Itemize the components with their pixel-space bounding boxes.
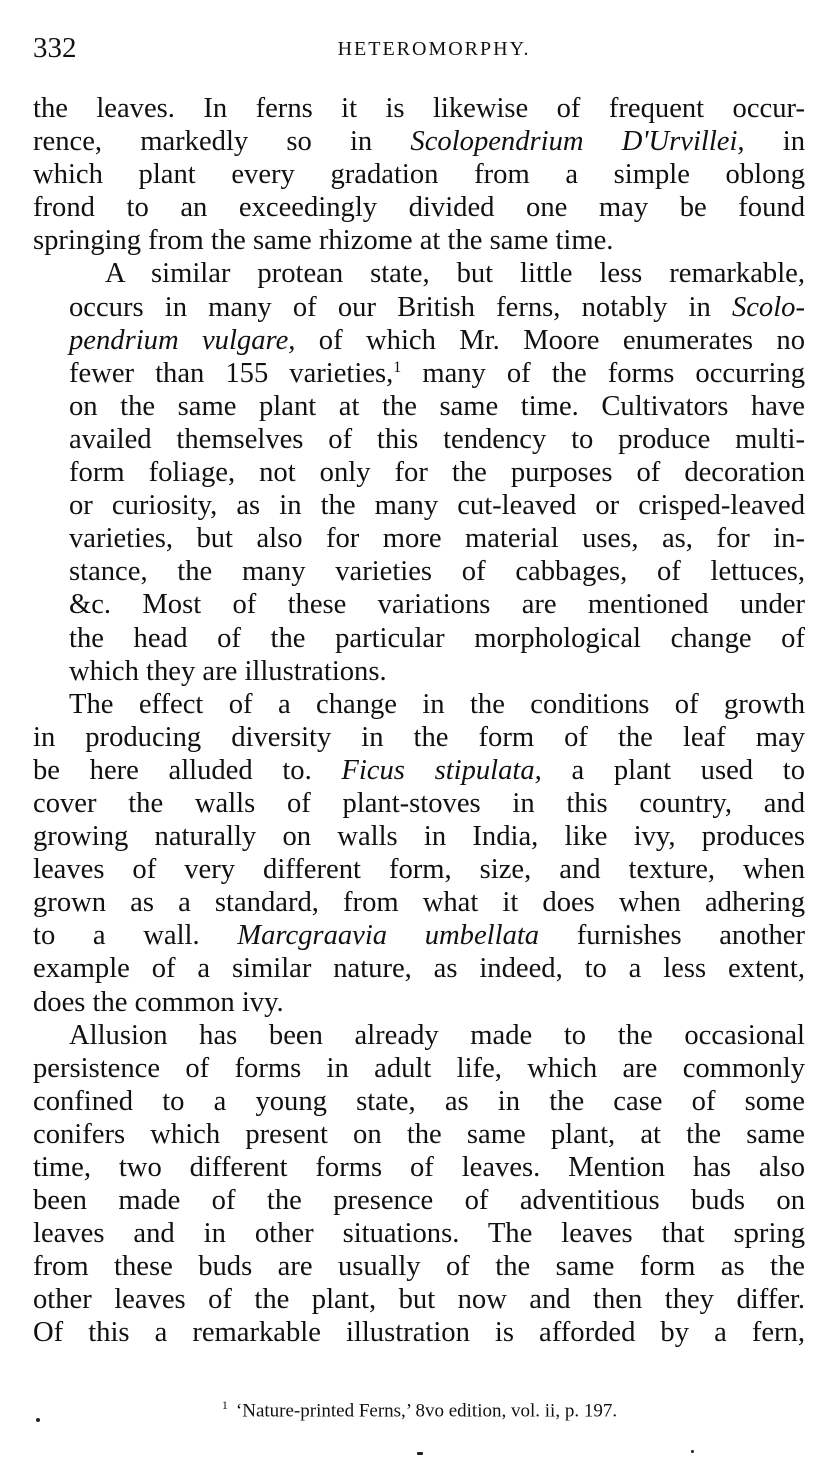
text-line: on the same plant at the same time. Cultivators have — [69, 390, 805, 422]
text-line: cover the walls of plant-stoves in this country, and — [33, 787, 805, 819]
text-line: The effect of a change in the conditions of growth — [69, 688, 805, 720]
page-header — [33, 30, 805, 66]
text-line: which they are illustrations. — [69, 655, 387, 687]
paragraph-1 — [33, 92, 805, 257]
text-line: Of this a remarkable illustration is afforded by a fern, — [33, 1317, 805, 1349]
print-speck — [691, 1450, 694, 1453]
text-line: Allusion has been already made to the occasional — [69, 1019, 805, 1051]
text-line — [33, 324, 805, 357]
text-line — [33, 291, 805, 324]
text-line: which plant every gradation from a simple oblong — [33, 159, 805, 191]
text-line: stance, the many varieties of cabbages, of lettuces, — [69, 556, 805, 588]
text-run: furnishes another — [539, 920, 805, 952]
print-speck — [36, 1418, 40, 1422]
text-line: other leaves of the plant, but now and then they differ. — [33, 1284, 805, 1316]
paragraph-2 — [33, 257, 805, 687]
text-line: in producing diversity in the form of the leaf may — [33, 721, 805, 753]
text-line: example of a similar nature, as indeed, to a less extent, — [33, 953, 805, 985]
text-line — [33, 919, 805, 952]
text-line: grown as a standard, from what it does when adhering — [33, 887, 805, 919]
text-line: availed themselves of this tendency to produce multi- — [69, 423, 805, 455]
text-line: time, two different forms of leaves. Mention has also — [33, 1152, 805, 1183]
text-line: or curiosity, as in the many cut-leaved or crisped-leaved — [69, 490, 805, 522]
text-line: from these buds are usually of the same form as the — [33, 1251, 805, 1283]
text-line: varieties, but also for more material uses, as, for in- — [69, 523, 805, 555]
paragraph-3 — [33, 688, 805, 1019]
print-speck — [417, 1452, 423, 1455]
page-number: 332 — [33, 32, 77, 64]
species-name: Scolopendrium D'Urvillei, — [410, 126, 745, 158]
running-head: HETEROMORPHY. — [337, 38, 531, 60]
text-run: rence, markedly so in — [33, 126, 411, 158]
footnote-reference: 1 — [393, 358, 402, 376]
text-line: form foliage, not only for the purposes of decoration — [69, 457, 805, 489]
text-run: to a wall. — [33, 920, 238, 952]
species-name: Ficus stipulata, — [341, 754, 542, 786]
footnote-marker: 1 — [221, 1398, 228, 1412]
text-line: frond to an exceedingly divided one may be found — [33, 192, 805, 224]
text-run: of which Mr. Moore enumerates no — [295, 324, 805, 356]
text-line: growing naturally on walls in India, like ivy, produces — [33, 821, 805, 853]
text-line — [33, 357, 805, 390]
text-run: be here alluded to. — [33, 754, 342, 786]
text-line: the leaves. In ferns it is likewise of frequent occur- — [33, 93, 805, 124]
text-line: been made of the presence of adventitious buds on — [33, 1185, 805, 1217]
text-line: the head of the particular morphological change of — [69, 622, 805, 654]
text-line: persistence of forms in adult life, which are commonly — [33, 1052, 805, 1084]
text-line: leaves and in other situations. The leaves that spring — [33, 1218, 805, 1250]
species-name: Scolo- — [731, 291, 805, 323]
text-run: in — [744, 126, 806, 158]
text-line: conifers which present on the same plant, at the same — [33, 1118, 805, 1150]
text-run: fewer than 155 varieties, — [69, 357, 394, 389]
footnote — [0, 1392, 839, 1424]
text-line: springing from the same rhizome at the same time. — [33, 225, 614, 257]
text-run: a plant used to — [541, 754, 805, 786]
species-name: Marcgraavia umbellata — [237, 920, 540, 952]
species-name: pendrium vulgare, — [69, 324, 296, 356]
text-line: does the common ivy. — [33, 986, 284, 1018]
text-line: leaves of very different form, size, and texture, when — [33, 854, 805, 886]
text-line — [33, 125, 805, 158]
text-run: occurs in many of our British ferns, notably in — [69, 291, 732, 323]
text-line: &c. Most of these variations are mentioned under — [69, 589, 805, 621]
text-run: many of the forms occurring — [401, 357, 805, 389]
text-line: confined to a young state, as in the case of some — [33, 1085, 805, 1117]
paragraph-4 — [33, 1019, 805, 1350]
footnote-text: ‘Nature-printed Ferns,’ 8vo edition, vol. ii, p. 197. — [235, 1400, 618, 1422]
text-line: A similar protean state, but little less remarkable, — [105, 258, 805, 290]
body-text — [33, 92, 805, 1350]
text-line — [33, 754, 805, 787]
